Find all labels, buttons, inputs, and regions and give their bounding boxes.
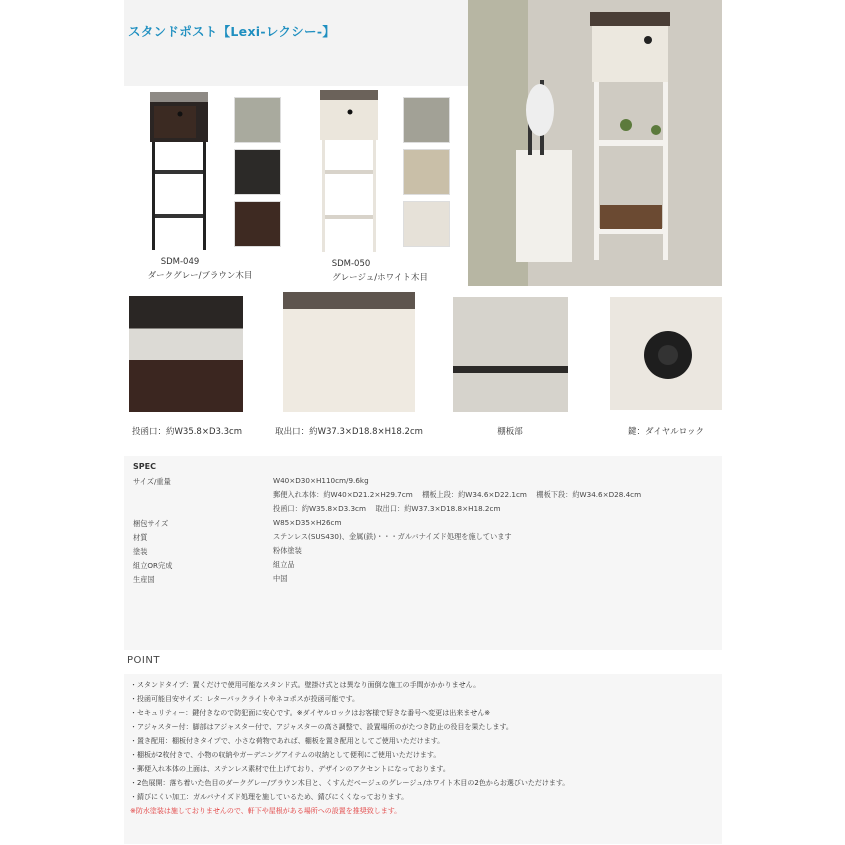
point-heading: POINT [127, 655, 160, 666]
detail-photo-outlet [283, 292, 415, 412]
detail-caption-shelf: 棚板部 [497, 427, 523, 437]
point-note: ※防水塗装は施しておりませんので、軒下や屋根がある場所への設置を推奨致します。 [130, 807, 402, 815]
point-item: ・スタンドタイプ：置くだけで使用可能なスタンド式。壁掛け式とは異なり面倒な施工の手間がかかりません。 [130, 681, 481, 689]
product-image-sdm050 [310, 90, 388, 255]
spec-value-size-1: W40×D30×H110cm/9.6kg [273, 476, 369, 485]
spec-value-assembly: 組立品 [273, 560, 295, 569]
dial-lock-illustration [610, 297, 722, 410]
detail-caption-slot: 投函口：約W35.8×D3.3cm [132, 427, 242, 437]
variant-color-sdm049: ダークグレー/ブラウン木目 [147, 271, 253, 281]
detail-caption-lock: 鍵：ダイヤルロック [627, 427, 705, 437]
title-background [124, 0, 468, 86]
point-item: ・アジャスター付：脚部はアジャスター付で、アジャスターの高さ調整で、設置場所のがたつき防止の役目を果たします。 [130, 723, 513, 731]
detail-photo-slot [129, 296, 243, 412]
hero-illustration [468, 0, 722, 286]
spec-section [124, 456, 722, 650]
spec-label-material: 材質 [133, 533, 148, 542]
page-title: スタンドポスト【Lexi-レクシー-】 [128, 24, 336, 39]
product-illustration-light [310, 90, 388, 255]
swatch-sdm049-wood [234, 201, 281, 247]
spec-value-material: ステンレス(SUS430)、金属(鉄)・・・ガルバナイズド処理を施しています [273, 532, 512, 541]
point-item: ・2色展開：落ち着いた色目のダークグレー/ブラウン木目と、くすんだベージュのグレージュ/ホワイト木目の2色からお選びいただけます。 [130, 779, 570, 787]
spec-label-coating: 塗装 [133, 547, 148, 556]
spec-value-origin: 中国 [273, 574, 288, 583]
spec-heading: SPEC [133, 462, 156, 471]
point-item: ・セキュリティー：鍵付きなので防犯面に安心です。※ダイヤルロックはお客様で好きな番号へ変更は出来ません※ [130, 709, 491, 717]
point-item: ・郵便入れ本体の上面は、ステンレス素材で仕上げており、デザインのアクセントになっております。 [130, 765, 450, 773]
detail-caption-outlet: 取出口：約W37.3×D18.8×H18.2cm [275, 427, 423, 437]
point-item: ・投函可能目安サイズ：レターパックライトやネコポスが投函可能です。 [130, 695, 360, 703]
swatch-sdm049-top [234, 97, 281, 143]
spec-value-coating: 粉体塗装 [273, 546, 302, 555]
point-item: ・錆びにくい加工：ガルバナイズド処理を施しているため、錆びにくくなっております。 [130, 793, 409, 801]
spec-label-package: 梱包サイズ [133, 519, 169, 528]
hero-photo [468, 0, 722, 286]
variant-code-sdm050: SDM-050 [331, 259, 371, 269]
swatch-sdm050-top [403, 97, 450, 143]
spec-value-size-3: 投函口：約W35.8×D3.3cm 取出口：約W37.3×D18.8×H18.2cm [273, 504, 501, 513]
variant-code-sdm049: SDM-049 [160, 257, 200, 267]
swatch-sdm050-wood [403, 201, 450, 247]
point-item: ・棚板が2枚付きで、小物の収納やガーデニングアイテムの収納として便利にご使用いただけます。 [130, 751, 441, 759]
swatch-sdm049-body [234, 149, 281, 195]
spec-label-assembly: 組立OR完成 [133, 561, 173, 570]
swatch-sdm050-body [403, 149, 450, 195]
point-item: ・置き配用：棚板付きタイプで、小さな荷物であれば、棚板を置き配用としてご使用いただけます。 [130, 737, 445, 745]
detail-photo-lock [610, 297, 722, 410]
spec-value-package: W85×D35×H26cm [273, 518, 342, 527]
variant-color-sdm050: グレージュ/ホワイト木目 [332, 273, 428, 283]
spec-label-origin: 生産国 [133, 575, 155, 584]
detail-photo-shelf [453, 297, 568, 412]
spec-value-size-2: 郵便入れ本体：約W40×D21.2×H29.7cm 棚板上段：約W34.6×D22.1cm 棚板下段：約W34.6×D28.4cm [273, 490, 642, 499]
spec-label-size: サイズ/重量 [133, 477, 171, 486]
product-illustration-dark [140, 92, 218, 252]
product-image-sdm049 [140, 92, 218, 252]
